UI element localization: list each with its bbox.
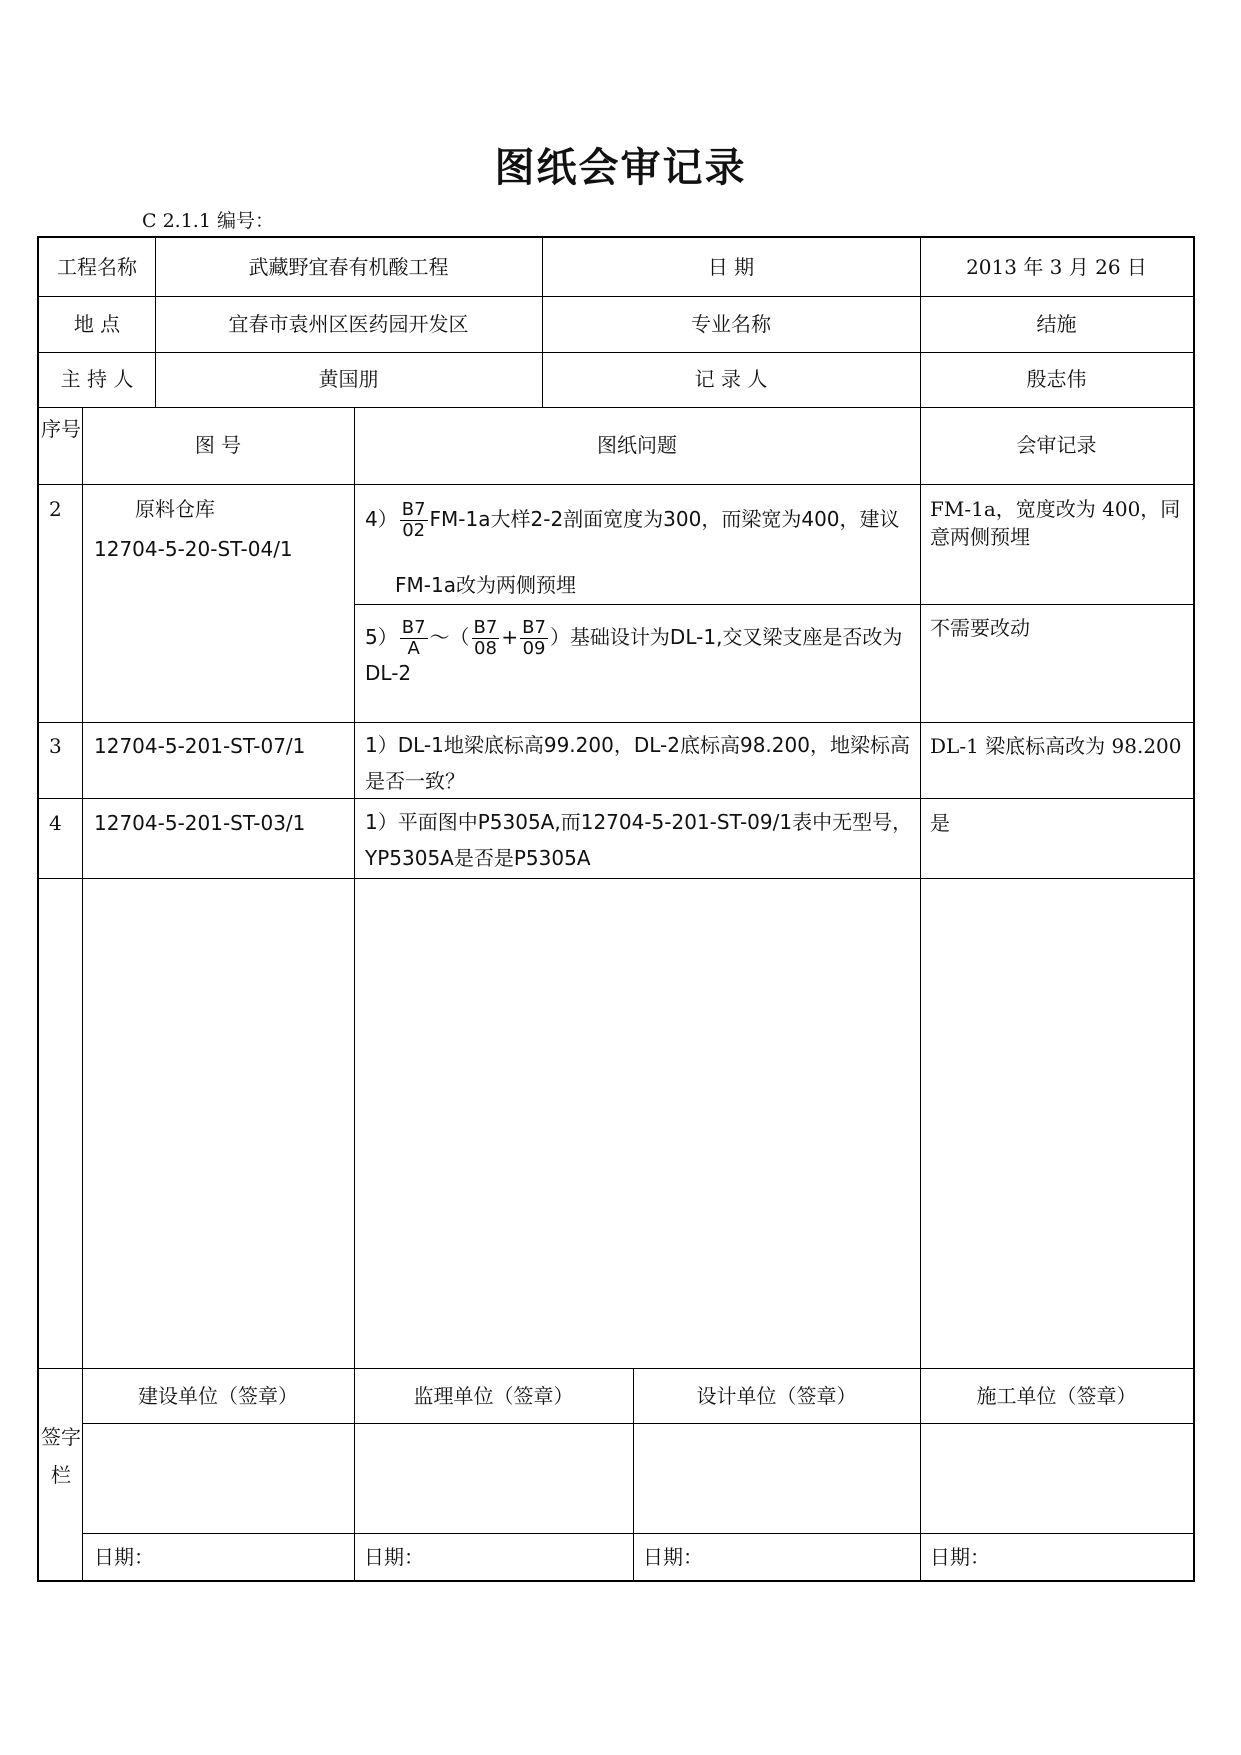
- col-issue-header: 图纸问题: [597, 433, 677, 457]
- issue-a-frac-den: 02: [402, 520, 426, 541]
- row-4-seq: 4: [49, 811, 62, 835]
- issue-b-f2-num: B7: [473, 617, 498, 638]
- col-drawing-header: 图 号: [194, 433, 242, 457]
- issue-b-fraction-3: [520, 618, 548, 659]
- row-2-issue-a-line2: FM-1a改为两侧预埋: [395, 573, 576, 597]
- issue-b-text: ）基础设计为DL-1,交叉梁支座是否改为DL-2: [365, 625, 903, 685]
- issue-a-text: FM-1a大样2-2剖面宽度为300，而梁宽为400，建议: [429, 507, 900, 531]
- sign-date-design: 日期：: [643, 1545, 703, 1569]
- issue-b-tilde: ～（: [429, 625, 470, 649]
- specialty-label: 专业名称: [691, 312, 771, 336]
- sign-unit-contractor: 施工单位（签章）: [976, 1384, 1137, 1408]
- sign-unit-supervision: 监理单位（签章）: [413, 1384, 574, 1408]
- issue-b-f2-den: 08: [474, 638, 497, 659]
- row-3-seq: 3: [49, 734, 62, 758]
- sign-date-contractor: 日期：: [930, 1545, 990, 1569]
- issue-b-f1-den: A: [407, 638, 420, 659]
- project-name-label: 工程名称: [57, 255, 137, 279]
- host-label: 主 持 人: [60, 367, 134, 391]
- issue-b-prefix: 5）: [365, 625, 398, 649]
- issue-b-f3-den: 09: [522, 638, 546, 659]
- project-name-value: 武藏野宜春有机酸工程: [248, 255, 449, 279]
- signature-section-label: 签字栏: [41, 1425, 81, 1487]
- sign-unit-construction: 建设单位（签章）: [138, 1384, 298, 1408]
- row-2-drawing-name: 原料仓库: [135, 497, 215, 521]
- date-label: 日 期: [707, 255, 755, 279]
- row-2-seq: 2: [49, 497, 62, 521]
- row-2-drawing-no: 12704-5-20-ST-04/1: [94, 537, 293, 561]
- issue-b-f3-num: B7: [522, 617, 546, 638]
- row-3-drawing-no: 12704-5-201-ST-07/1: [94, 734, 306, 758]
- row-4-issue: 1）平面图中P5305A,而12704-5-201-ST-09/1表中无型号，YP5305A是否是P5305A: [365, 810, 913, 870]
- issue-b-plus: +: [501, 625, 519, 649]
- issue-b-fraction-1: [400, 618, 428, 659]
- location-label: 地 点: [73, 312, 121, 336]
- recorder-label: 记 录 人: [694, 367, 768, 391]
- col-seq-header: 序号: [41, 417, 81, 441]
- date-value: 2013 年 3 月 26 日: [966, 255, 1147, 279]
- issue-b-fraction-2: [472, 618, 500, 659]
- document-title: 图纸会审记录: [494, 145, 747, 191]
- host-value: 黄国朋: [318, 367, 379, 391]
- issue-b-f1-num: B7: [401, 617, 426, 638]
- sign-unit-design: 设计单位（签章）: [696, 1384, 857, 1408]
- location-value: 宜春市袁州区医药园开发区: [228, 312, 469, 336]
- row-2-issue-a: [365, 500, 917, 541]
- row-3-issue: 1）DL-1地梁底标高99.200，DL-2底标高98.200，地梁标高是否一致？: [365, 733, 910, 793]
- row-3-record: DL-1 梁底标高改为 98.200: [930, 734, 1182, 758]
- recorder-value: 殷志伟: [1026, 367, 1087, 391]
- row-2-record-a: FM-1a，宽度改为 400，同意两侧预埋: [930, 497, 1181, 549]
- issue-a-prefix: 4）: [365, 507, 398, 531]
- document-code: C 2.1.1 编号：: [142, 210, 274, 232]
- row-4-drawing-no: 12704-5-201-ST-03/1: [94, 811, 306, 835]
- review-table: [37, 236, 1195, 1582]
- row-2-record-b: 不需要改动: [930, 616, 1030, 640]
- sign-date-construction: 日期：: [94, 1545, 154, 1569]
- row-2-issue-b: [365, 618, 917, 687]
- row-4-record: 是: [930, 811, 950, 835]
- issue-a-fraction: [400, 500, 428, 541]
- specialty-value: 结施: [1036, 312, 1077, 336]
- sign-date-supervision: 日期：: [364, 1545, 424, 1569]
- col-record-header: 会审记录: [1016, 433, 1097, 457]
- issue-a-frac-num: B7: [401, 499, 426, 520]
